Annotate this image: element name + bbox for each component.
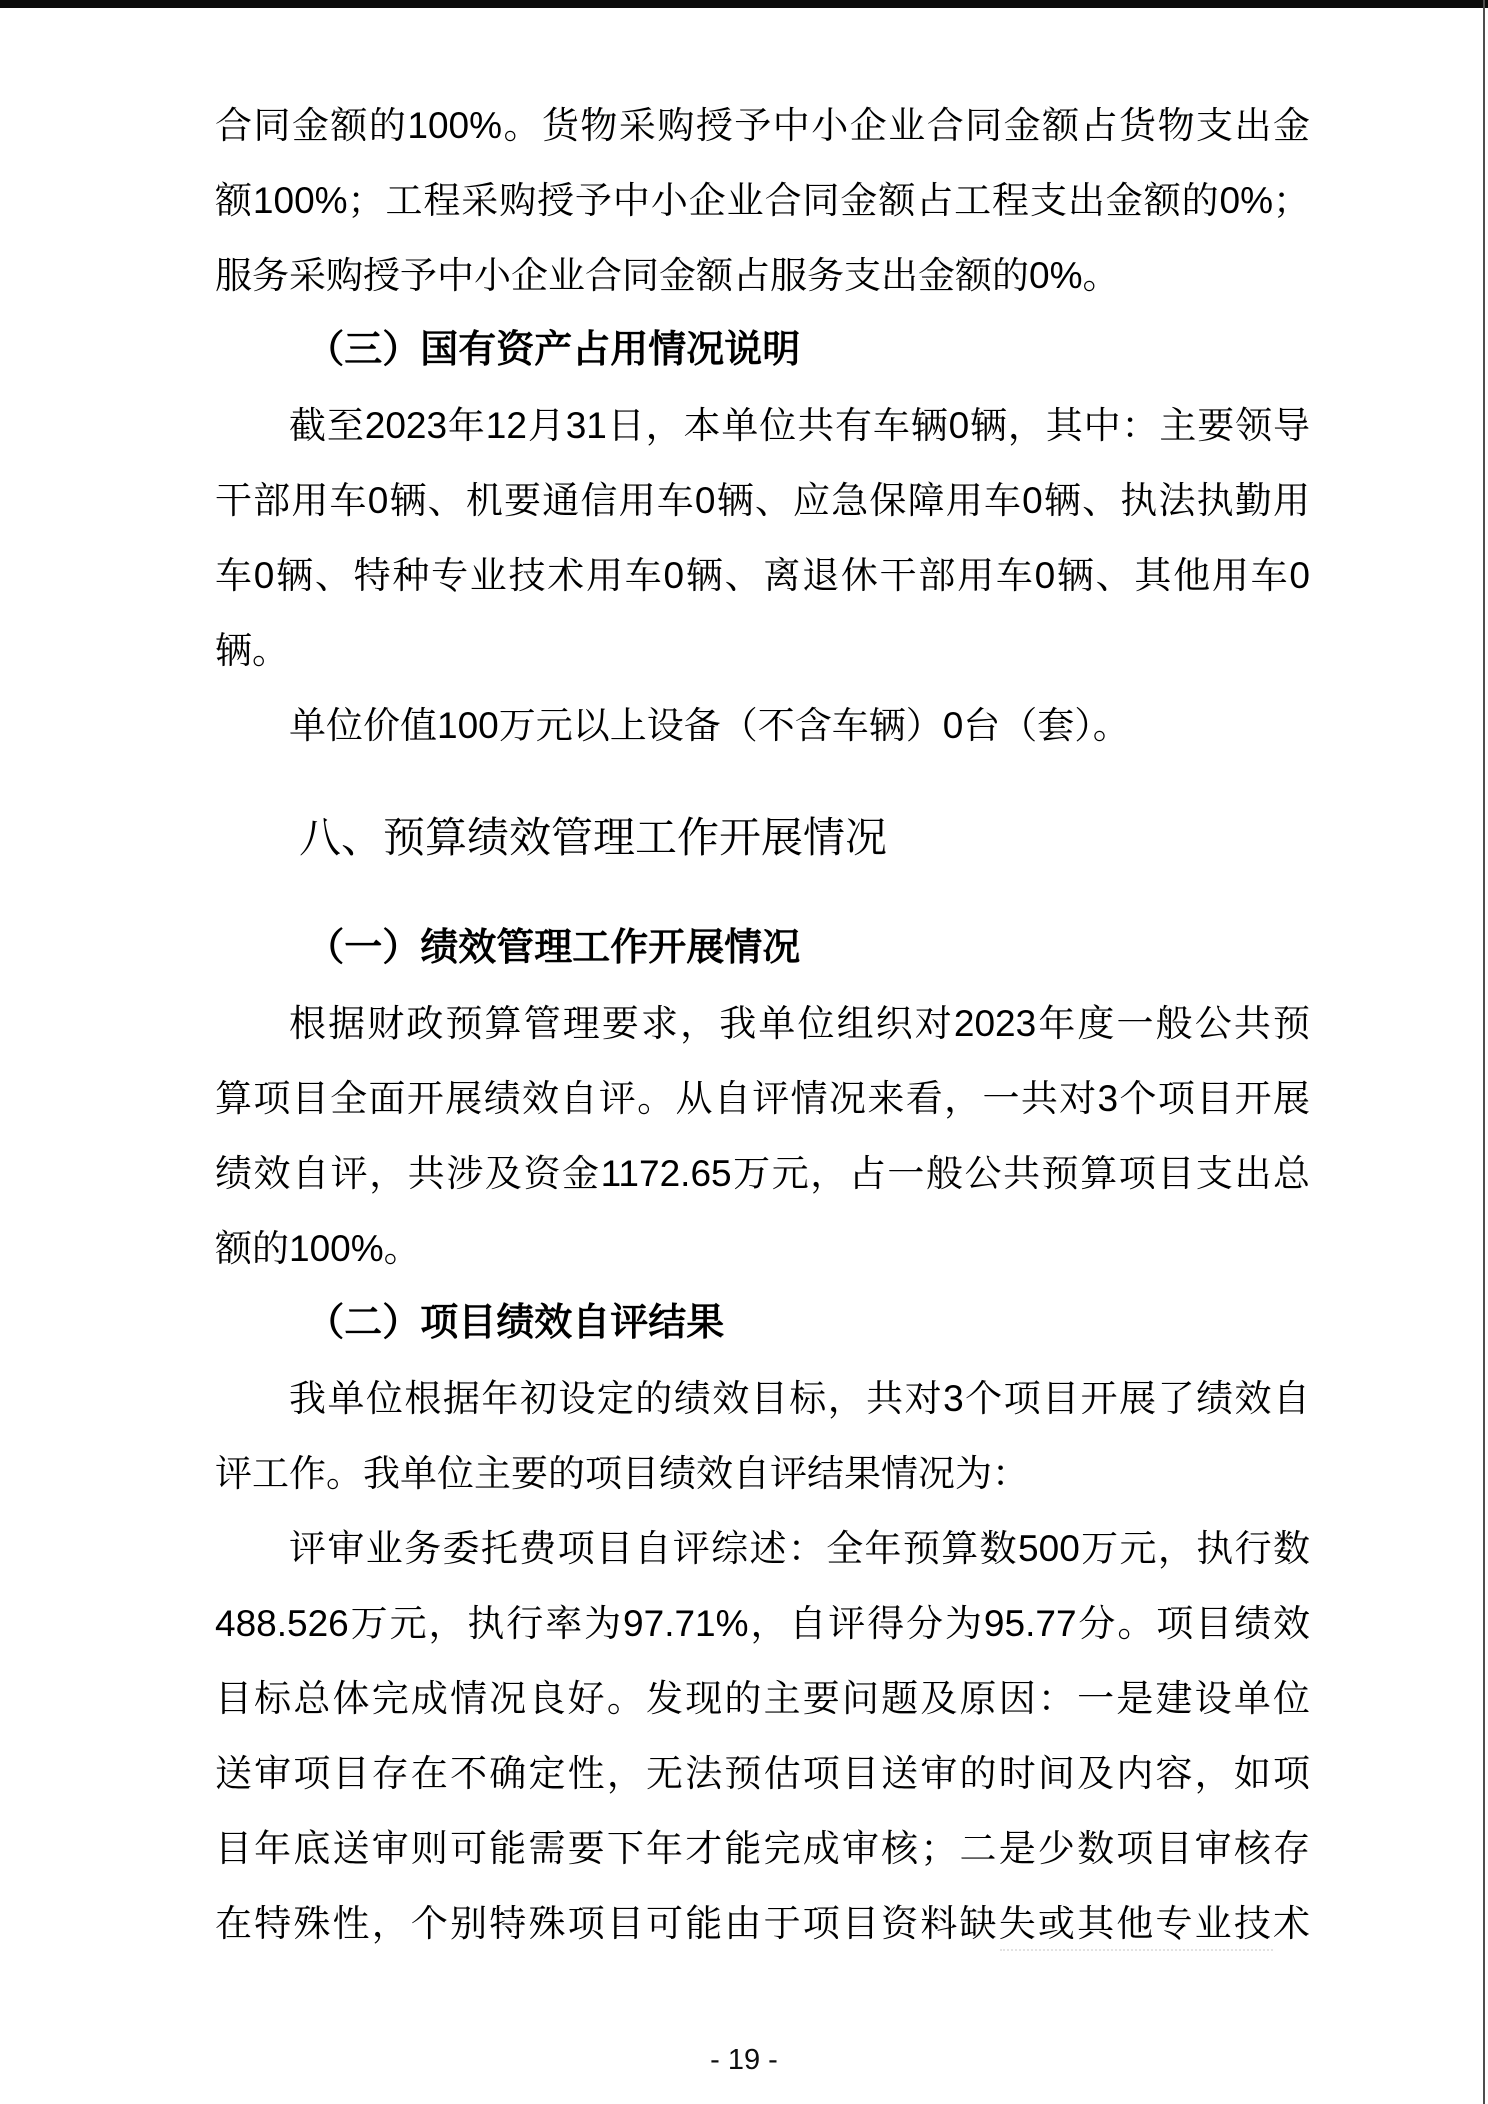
text-line: 评审业务委托费项目自评综述：全年预算数500万元，执行数 bbox=[289, 1528, 1310, 1569]
heading-section: 八、预算绩效管理工作开展情况 bbox=[299, 814, 888, 861]
scan-top-bar bbox=[0, 0, 1488, 8]
paragraph bbox=[215, 1361, 1310, 1511]
heading-bold: （三）国有资产占用情况说明 bbox=[306, 329, 801, 371]
text-line: 车0辆、特种专业技术用车0辆、离退休干部用车0辆、其他用车0 bbox=[215, 555, 1310, 596]
text-line: 根据财政预算管理要求，我单位组织对2023年度一般公共预 bbox=[289, 1003, 1310, 1044]
paragraph bbox=[215, 388, 1310, 688]
text-line: 服务采购授予中小企业合同金额占服务支出金额的0%。 bbox=[215, 255, 1120, 296]
text-line: 目标总体完成情况良好。发现的主要问题及原因：一是建设单位 bbox=[215, 1678, 1310, 1719]
text-line: 算项目全面开展绩效自评。从自评情况来看，一共对3个项目开展 bbox=[215, 1078, 1310, 1119]
page-number: - 19 - bbox=[710, 2044, 778, 2076]
text-line: 额100%；工程采购授予中小企业合同金额占工程支出金额的0%； bbox=[215, 180, 1310, 221]
paragraph bbox=[215, 88, 1310, 313]
document-body bbox=[215, 88, 1310, 1961]
text-line: 截至2023年12月31日，本单位共有车辆0辆，其中：主要领导 bbox=[289, 405, 1310, 446]
text-line: 合同金额的100%。货物采购授予中小企业合同金额占货物支出金 bbox=[215, 105, 1310, 146]
paragraph bbox=[215, 1511, 1310, 1961]
text-line: 干部用车0辆、机要通信用车0辆、应急保障用车0辆、执法执勤用 bbox=[215, 480, 1310, 521]
text-line: 我单位根据年初设定的绩效目标，共对3个项目开展了绩效自 bbox=[289, 1378, 1310, 1419]
heading-bold: （二）项目绩效自评结果 bbox=[306, 1302, 725, 1344]
paragraph bbox=[215, 986, 1310, 1286]
text-line: 目年底送审则可能需要下年才能完成审核；二是少数项目审核存 bbox=[215, 1828, 1310, 1869]
text-line: 单位价值100万元以上设备（不含车辆）0台（套）。 bbox=[289, 705, 1130, 746]
scan-right-edge-line bbox=[1483, 0, 1485, 2104]
text-line: 488.526万元，执行率为97.71%，自评得分为95.77分。项目绩效 bbox=[215, 1603, 1310, 1644]
paragraph bbox=[215, 688, 1310, 763]
text-line: 绩效自评，共涉及资金1172.65万元，占一般公共预算项目支出总 bbox=[215, 1153, 1310, 1194]
text-line: 评工作。我单位主要的项目绩效自评结果情况为： bbox=[215, 1453, 1029, 1494]
text-line: 送审项目存在不确定性，无法预估项目送审的时间及内容，如项 bbox=[215, 1753, 1310, 1794]
text-line: 额的100%。 bbox=[215, 1228, 421, 1269]
heading-bold: （一）绩效管理工作开展情况 bbox=[306, 927, 801, 969]
text-line: 在特殊性，个别特殊项目可能由于项目资料缺失或其他专业技术 bbox=[215, 1903, 1310, 1944]
text-line: 辆。 bbox=[215, 630, 289, 671]
